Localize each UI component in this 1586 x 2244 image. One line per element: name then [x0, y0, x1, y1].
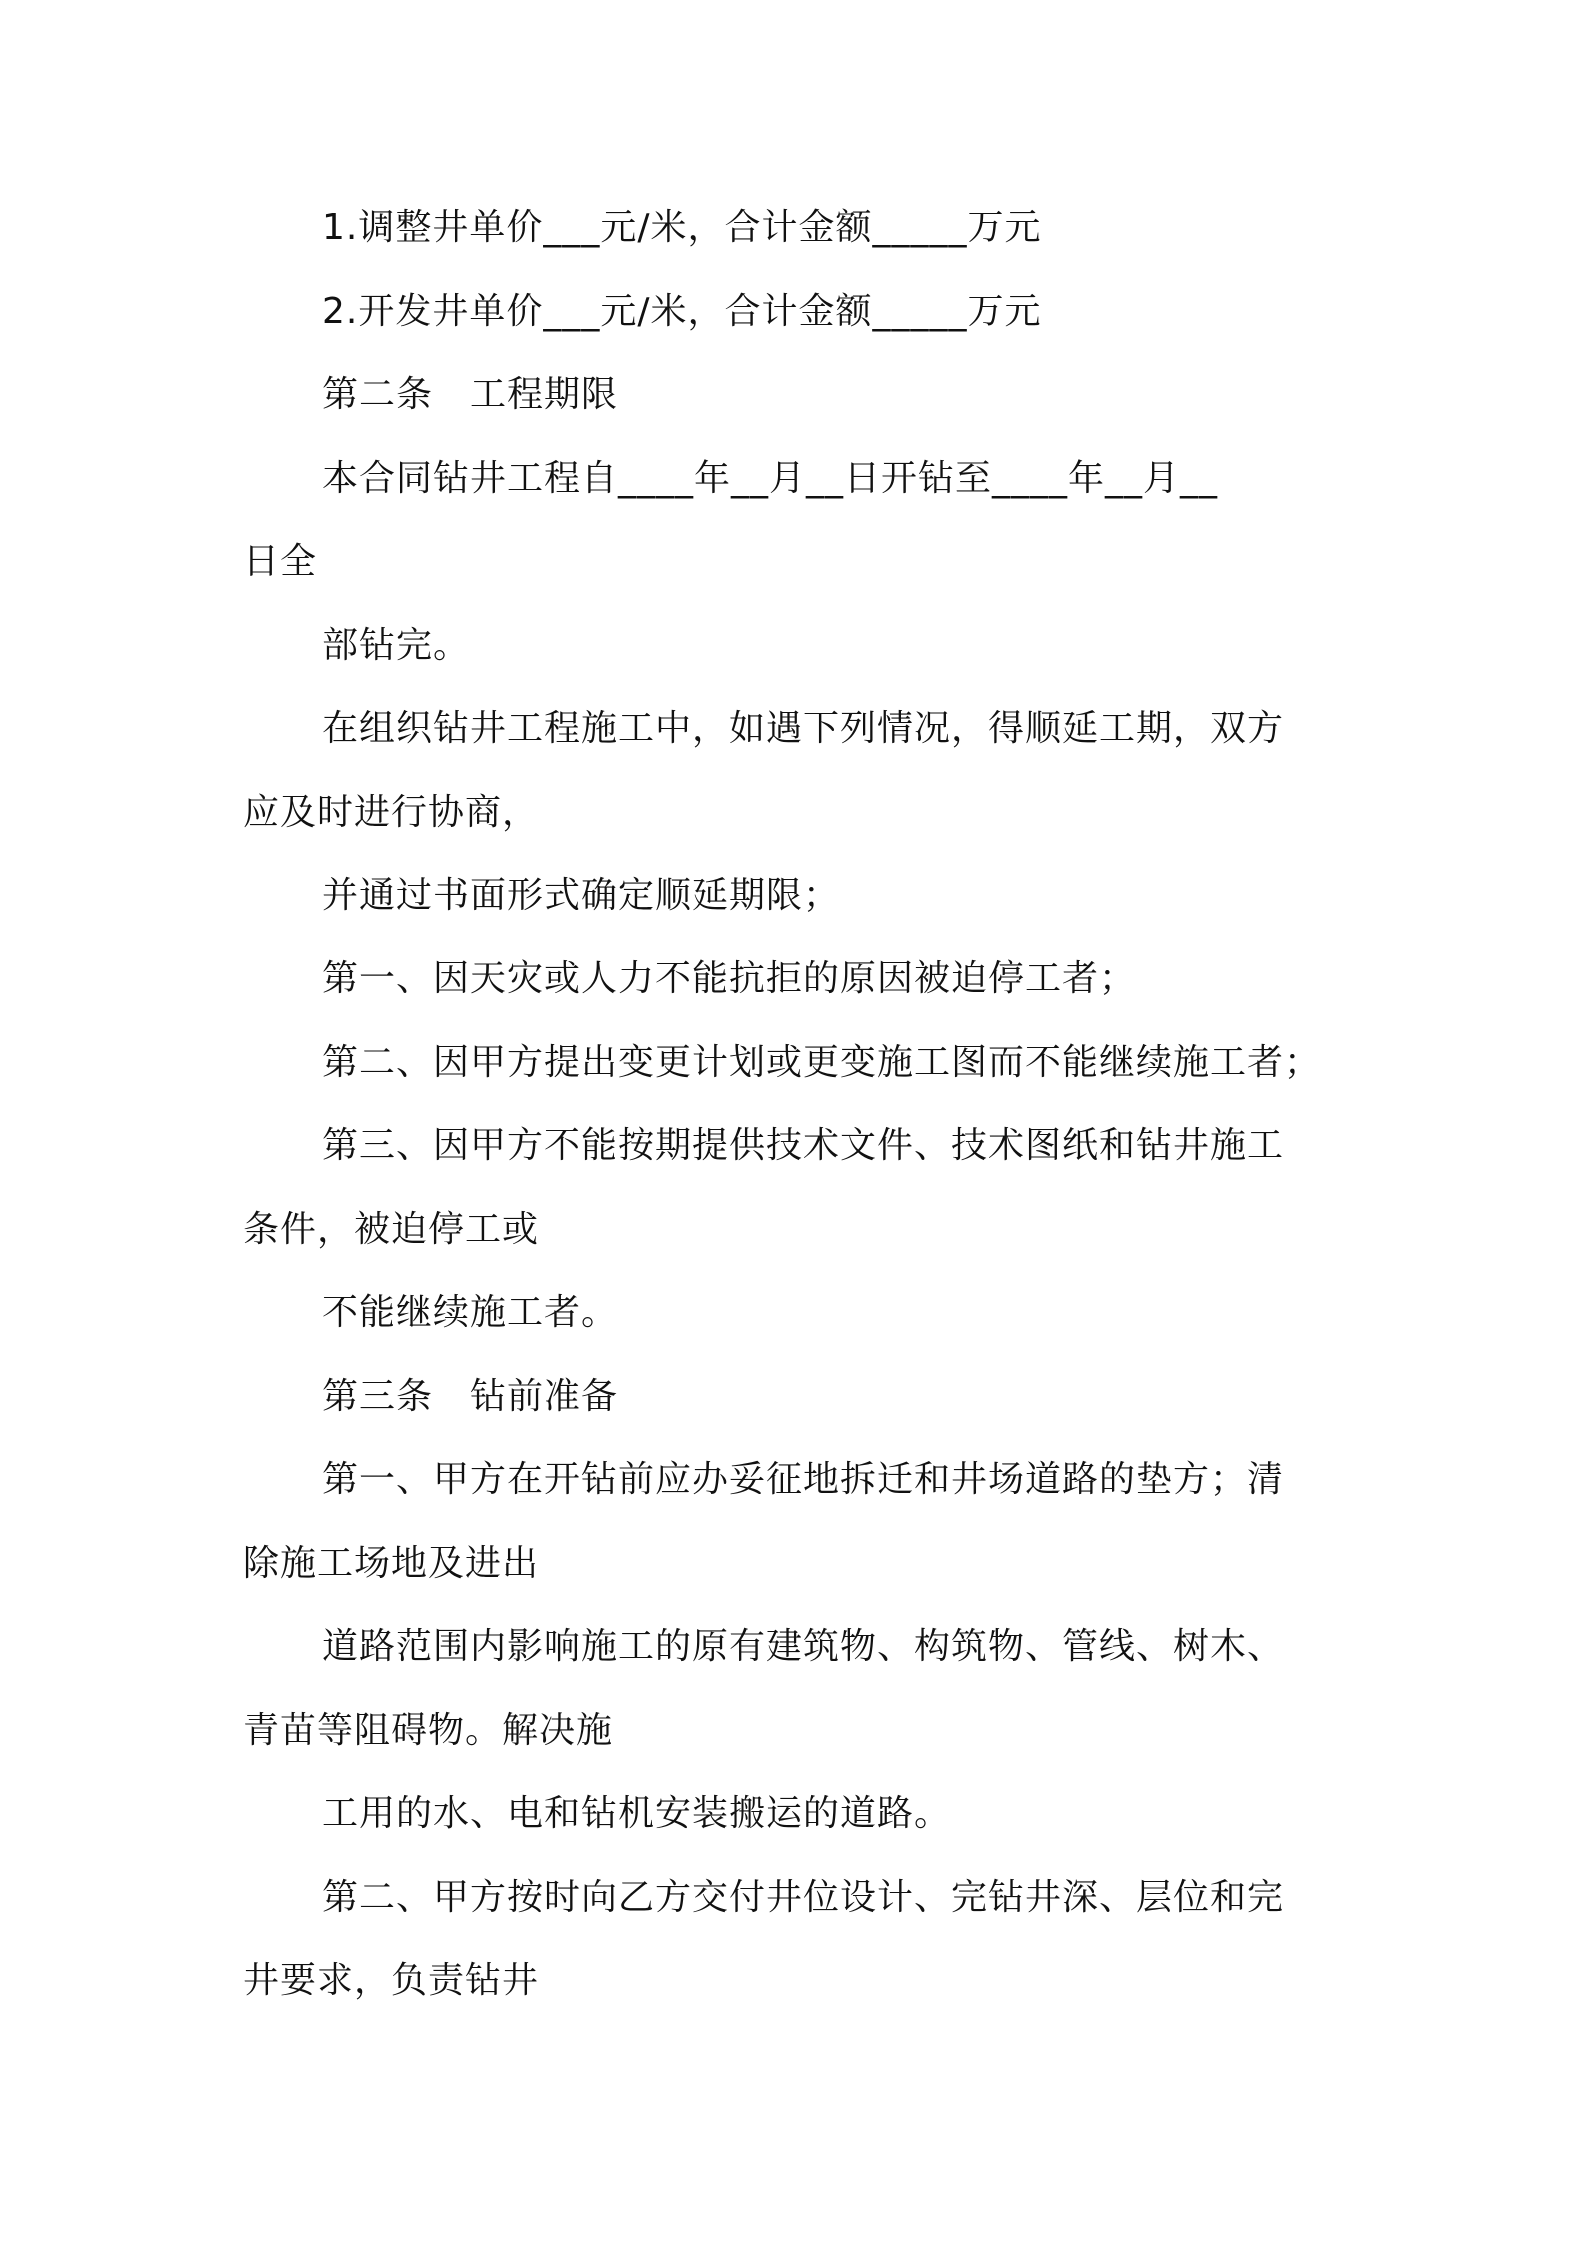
text-line: 1.调整井单价___元/米，合计金额_____万元 — [322, 207, 1042, 248]
text-line: 在组织钻井工程施工中，如遇下列情况，得顺延工期，双方 — [322, 708, 1285, 749]
section-heading: 第二条 工程期限 — [322, 374, 619, 415]
text-line: 第二、甲方按时向乙方交付井位设计、完钻井深、层位和完 — [322, 1877, 1285, 1918]
text-line: 井要求，负责钻井 — [243, 1960, 540, 2001]
text-line: 第三、因甲方不能按期提供技术文件、技术图纸和钻井施工 — [322, 1125, 1285, 1166]
text-line: 应及时进行协商， — [243, 792, 540, 833]
text-line: 2.开发井单价___元/米，合计金额_____万元 — [322, 291, 1042, 332]
text-line: 青苗等阻碍物。解决施 — [243, 1710, 614, 1751]
text-line: 第二、因甲方提出变更计划或更变施工图而不能继续施工者； — [322, 1042, 1322, 1083]
section-heading: 第三条 钻前准备 — [322, 1376, 619, 1417]
text-line: 日全 — [243, 541, 318, 582]
text-line: 条件，被迫停工或 — [243, 1209, 540, 1250]
text-line: 第一、甲方在开钻前应办妥征地拆迁和井场道路的垫方；清 — [322, 1459, 1285, 1500]
text-line: 本合同钻井工程自____年__月__日开钻至____年__月__ — [322, 458, 1219, 499]
text-line: 不能继续施工者。 — [322, 1292, 619, 1333]
text-line: 第一、因天灾或人力不能抗拒的原因被迫停工者； — [322, 958, 1137, 999]
text-line: 部钻完。 — [322, 625, 471, 666]
text-line: 除施工场地及进出 — [243, 1543, 540, 1584]
text-line: 工用的水、电和钻机安装搬运的道路。 — [322, 1793, 952, 1834]
text-line: 道路范围内影响施工的原有建筑物、构筑物、管线、树木、 — [322, 1626, 1285, 1667]
text-line: 并通过书面形式确定顺延期限； — [322, 875, 841, 916]
